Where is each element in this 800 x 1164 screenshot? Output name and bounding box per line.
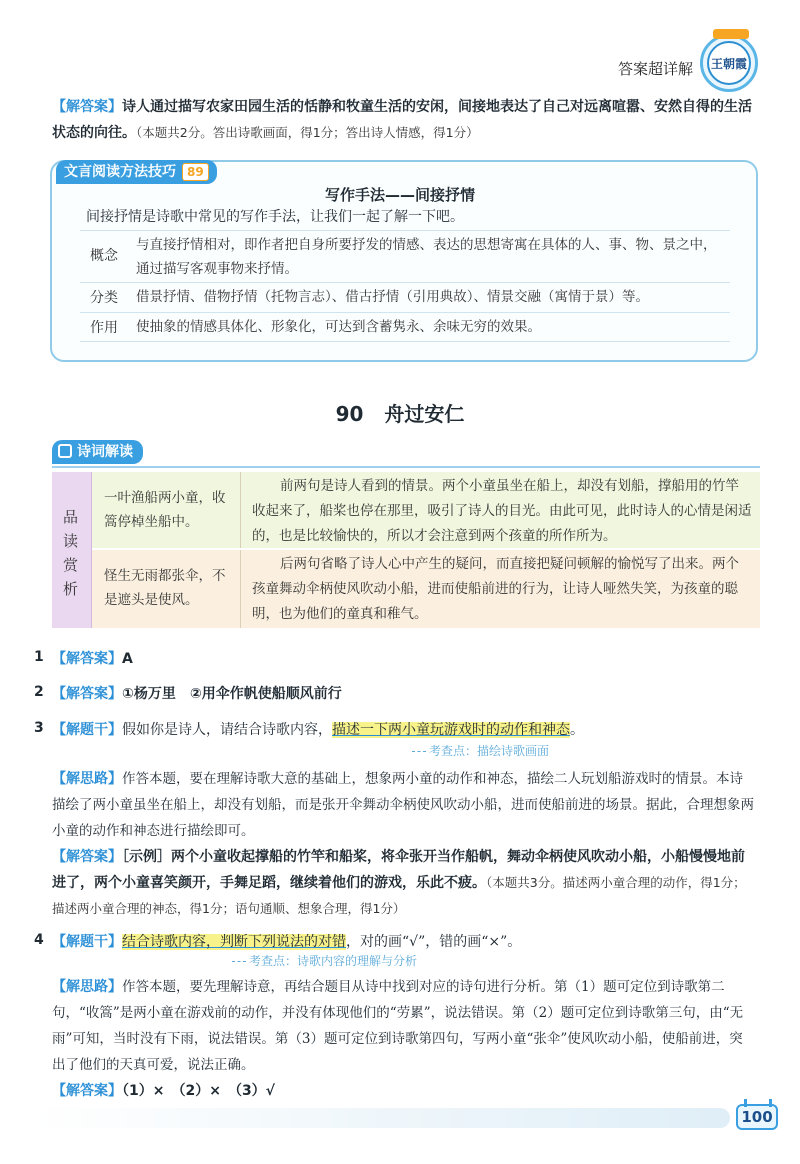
poem-row-divider [240,550,241,628]
thinking-text: 作答本题，要先理解诗意，再结合题目从诗中找到对应的诗句进行分析。第（1）题可定位到诗歌第二句，“收篙”是两小童在游戏前的动作，并没有体现他们的“劳累”，说法错误。第（2）题可定位到诗歌第三句，由“无雨”可知，当时没有下雨，说法错误。第（3）题可定位到诗歌第四句，写两小童“张伞”使风吹动小船，使船前进，突出了他们的天真可爱，说法正确。 [52,979,744,1073]
stem-text: 假如你是诗人，请结合诗歌内容， [122,722,332,738]
method-title: 写作手法——间接抒情 [324,186,475,204]
question-3-thinking [52,766,756,844]
answer-tag: 【解答案】 [52,849,122,865]
stem-end: ，对的画“√”，错的画“×”。 [346,934,522,950]
answer-text: A [122,651,133,667]
dash-line [412,751,426,752]
annotation-q3 [412,742,549,759]
method-row-text: 借景抒情、借物抒情（托物言志）、借古抒情（引用典故）、情景交融（寓情于景）等。 [136,289,649,305]
answer-tag: 【解答案】 [52,99,122,115]
method-row-label: 概念 [90,248,118,264]
thinking-tag: 【解思路】 [52,979,122,995]
poem-analysis: 前两句是诗人看到的情景。两个小童虽坐在船上，却没有划船，撑船用的竹竿收起来了，船桨也停在那里，吸引了诗人的目光。由此可见，此时诗人的心情是闲适的，也是比较愉快的，所以才会注意到两个孩童的所作所为。 [252,478,752,544]
question-number: 4 [34,932,44,948]
answer-text: （1）× （2）× （3）√ [122,1083,276,1099]
poem-lines: 一叶渔船两小童，收篙停棹坐船中。 [104,490,226,530]
answer-text: ［示例］两个小童收起撑船的竹竿和船桨，将伞张开当作船帆，舞动伞柄使风吹动小船，小船慢慢地前进了，两个小童喜笑颜开，手舞足蹈，继续着他们的游戏，乐此不疲。 [52,849,745,891]
answer-tag: 【解答案】 [52,651,122,667]
answer-text: ①杨万里 ②用伞作帆使船顺风前行 [122,686,342,702]
publisher-logo [700,34,758,92]
question-1-answer [52,646,756,672]
question-3-stem [52,717,756,743]
poem-row [92,550,760,628]
calendar-icon [58,444,72,458]
poem-tab [52,440,143,464]
section-title [0,398,800,427]
poem-table [52,472,760,628]
side-char: 赏 [63,556,79,574]
poem-tab-divider [52,466,760,468]
stem-tag: 【解题干】 [52,934,122,950]
method-tab-label: 文言阅读方法技巧 [64,164,176,180]
method-row-category [80,282,730,312]
poem-row [92,472,760,548]
logo-ribbon [713,29,749,39]
annotation-q4 [232,952,417,969]
page-number-text: 100 [741,1108,773,1126]
poem-row-divider [240,472,241,548]
annotation-text: 考查点：诗歌内容的理解与分析 [249,954,418,968]
footer-band [30,1108,730,1128]
method-row-effect [80,312,730,342]
answer-tag: 【解答案】 [52,1083,122,1099]
method-tab-number: 89 [182,163,209,181]
question-number: 1 [34,649,44,665]
poem-tab-label: 诗词解读 [77,444,133,460]
poem-analysis: 后两句省略了诗人心中产生的疑问，而直接把疑问顿解的愉悦写了出来。两个孩童舞动伞柄使风吹动小船，进而使船前进的行为，让诗人哑然失笑，为孩童的聪明，也为他们的童真和稚气。 [252,556,739,622]
thinking-tag: 【解思路】 [52,771,122,787]
intro-answer [52,94,756,146]
section-name: 舟过安仁 [384,402,465,426]
page-number [736,1104,778,1130]
stem-end: 。 [570,722,584,738]
intro-answer-note: （本题共2分。答出诗歌画面，得1分；答出诗人情感，得1分） [136,125,479,140]
question-number: 3 [34,720,44,736]
method-row-label: 分类 [90,290,118,306]
poem-lines: 怪生无雨都张伞，不是遮头是使风。 [104,568,226,608]
question-3-answer [52,844,756,922]
side-char: 品 [63,508,79,526]
method-intro: 间接抒情是诗歌中常见的写作手法，让我们一起了解一下吧。 [86,209,464,225]
annotation-text: 考查点：描绘诗歌画面 [429,744,550,758]
thinking-text: 作答本题，要在理解诗歌大意的基础上，想象两小童的动作和神态，描绘二人玩划船游戏时的情景。本诗描绘了两小童虽坐在船上，却没有划船，而是张开伞舞动伞柄使风吹动小船，进而使船前进的场景。据此，合理想象两小童的动作和神态进行描绘即可。 [52,771,754,839]
side-char: 读 [63,532,79,550]
method-row-concept [80,230,730,282]
answer-tag: 【解答案】 [52,686,122,702]
method-tab [56,160,217,184]
question-2-answer [52,681,756,707]
stem-tag: 【解题干】 [52,722,122,738]
dash-line [232,961,246,962]
method-row-text: 使抽象的情感具体化、形象化，可达到含蓄隽永、余味无穷的效果。 [136,319,541,335]
section-number: 90 [335,402,364,426]
calendar-rings-icon [744,1099,772,1107]
poem-side-label [52,472,92,628]
side-char: 析 [63,580,79,598]
stem-highlight: 结合诗歌内容，判断下列说法的对错 [122,934,346,950]
stem-highlight: 描述一下两小童玩游戏时的动作和神态 [332,722,570,738]
method-row-label: 作用 [90,320,118,336]
header-title: 答案超详解 [618,60,694,78]
intro-answer-text: 诗人通过描写农家田园生活的恬静和牧童生活的安闲，间接地表达了自己对远离喧嚣、安然自得的生活状态的向往。 [52,99,752,141]
question-4-answer [52,1078,756,1104]
logo-text: 王朝霞 [707,41,751,85]
method-row-text: 与直接抒情相对，即作者把自身所要抒发的情感、表达的思想寄寓在具体的人、事、物、景之中，通过描写客观事物来抒情。 [136,237,717,277]
question-4-thinking [52,974,756,1078]
question-number: 2 [34,684,44,700]
answer-note: （本题共3分。描述两小童合理的动作，得1分；描述两小童合理的神态，得1分；语句通顺、想象合理，得1分） [52,875,746,916]
